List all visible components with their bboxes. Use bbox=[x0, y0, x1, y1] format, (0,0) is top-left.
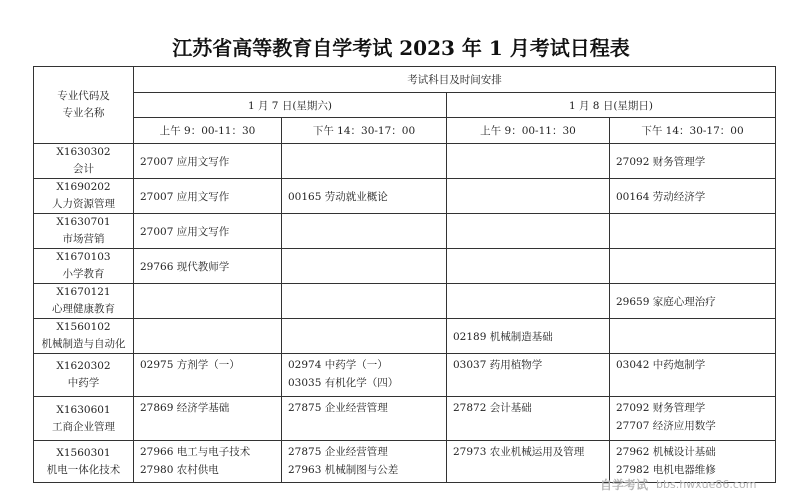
exam-cell bbox=[610, 144, 776, 179]
major-cell bbox=[34, 319, 134, 354]
major-cell bbox=[34, 214, 134, 249]
day-header: 1 月 7 日(星期六) bbox=[134, 93, 447, 118]
table-row bbox=[34, 144, 776, 179]
exam-subject: 03035 有机化学（四） bbox=[288, 377, 399, 389]
exam-cell bbox=[610, 319, 776, 354]
major-cell bbox=[34, 144, 134, 179]
major-code: X1620302 bbox=[56, 360, 111, 372]
exam-subject: 27963 机械制图与公差 bbox=[288, 464, 399, 476]
major-name: 人力资源管理 bbox=[52, 198, 115, 210]
major-name: 机械制造与自动化 bbox=[41, 338, 126, 350]
table-row bbox=[34, 249, 776, 284]
exam-cell bbox=[610, 214, 776, 249]
page-title: 江苏省高等教育自学考试 2023 年 1 月考试日程表 bbox=[172, 36, 630, 60]
exam-cell bbox=[282, 319, 447, 354]
table-row bbox=[34, 179, 776, 214]
exam-cell bbox=[447, 397, 610, 441]
exam-cell bbox=[610, 179, 776, 214]
watermark-url: bbs.hwxue86.com bbox=[656, 478, 757, 491]
exam-cell bbox=[447, 144, 610, 179]
major-header bbox=[34, 67, 134, 144]
exam-cell bbox=[282, 441, 447, 483]
table-row bbox=[34, 214, 776, 249]
major-cell bbox=[34, 284, 134, 319]
exam-subject: 27007 应用文写作 bbox=[140, 190, 230, 203]
table-row bbox=[34, 354, 776, 397]
major-cell bbox=[34, 441, 134, 483]
major-code: X1670121 bbox=[56, 286, 111, 298]
major-code: X1630302 bbox=[56, 146, 111, 158]
exam-subject: 27007 应用文写作 bbox=[140, 155, 230, 168]
exam-cell bbox=[610, 397, 776, 441]
exam-subject: 00165 劳动就业概论 bbox=[288, 190, 388, 203]
major-cell bbox=[34, 397, 134, 441]
exam-cell bbox=[282, 249, 447, 284]
major-code: X1630601 bbox=[56, 403, 111, 416]
major-cell bbox=[34, 249, 134, 284]
exam-subject: 02974 中药学（一） bbox=[288, 359, 388, 371]
session-header: 上午 9：00-11：30 bbox=[447, 118, 610, 144]
exam-cell bbox=[282, 214, 447, 249]
exam-schedule-table bbox=[33, 66, 776, 483]
exam-cell bbox=[134, 397, 282, 441]
exam-cell bbox=[447, 214, 610, 249]
exam-cell bbox=[610, 354, 776, 397]
exam-cell bbox=[134, 284, 282, 319]
exam-subject: 27092 财务管理学 bbox=[616, 402, 706, 414]
exam-cell bbox=[134, 354, 282, 397]
major-name: 工商企业管理 bbox=[52, 420, 115, 433]
exam-subject: 27875 企业经营管理 bbox=[288, 446, 388, 458]
major-name: 市场营销 bbox=[62, 233, 105, 245]
major-cell bbox=[34, 354, 134, 397]
exam-subject: 29659 家庭心理治疗 bbox=[616, 295, 716, 308]
exam-subject: 27982 电机电器维修 bbox=[616, 464, 716, 476]
exam-subject: 29766 现代教师学 bbox=[140, 260, 230, 273]
exam-cell bbox=[282, 179, 447, 214]
major-name: 小学教育 bbox=[62, 268, 105, 280]
exam-subject: 03042 中药炮制学 bbox=[616, 359, 706, 371]
exam-cell bbox=[282, 144, 447, 179]
exam-subject: 00164 劳动经济学 bbox=[616, 190, 706, 203]
exam-cell bbox=[134, 179, 282, 214]
exam-subject: 27962 机械设计基础 bbox=[616, 446, 716, 458]
major-code: X1630701 bbox=[56, 216, 111, 228]
exam-subject: 03037 药用植物学 bbox=[453, 359, 543, 371]
major-header-line1: 专业代码及 bbox=[57, 90, 110, 102]
exam-subject: 27875 企业经营管理 bbox=[288, 402, 388, 414]
exam-cell bbox=[447, 284, 610, 319]
exam-cell bbox=[134, 441, 282, 483]
major-cell bbox=[34, 179, 134, 214]
exam-cell bbox=[447, 179, 610, 214]
exam-cell bbox=[134, 249, 282, 284]
session-header: 下午 14：30-17：00 bbox=[610, 118, 776, 144]
schedule-header: 考试科目及时间安排 bbox=[134, 67, 776, 93]
session-header: 上午 9：00-11：30 bbox=[134, 118, 282, 144]
table-row bbox=[34, 284, 776, 319]
exam-cell bbox=[447, 441, 610, 483]
exam-subject: 27980 农村供电 bbox=[140, 464, 219, 476]
major-name: 心理健康教育 bbox=[52, 303, 115, 315]
major-code: X1690202 bbox=[56, 181, 111, 193]
exam-cell bbox=[610, 249, 776, 284]
exam-subject: 02975 方剂学（一） bbox=[140, 359, 240, 371]
table-row bbox=[34, 397, 776, 441]
exam-subject: 27966 电工与电子技术 bbox=[140, 446, 251, 458]
exam-cell bbox=[282, 397, 447, 441]
exam-cell bbox=[610, 284, 776, 319]
major-header-line2: 专业名称 bbox=[62, 107, 105, 119]
exam-subject: 27872 会计基础 bbox=[453, 402, 532, 414]
exam-subject: 27707 经济应用数学 bbox=[616, 420, 716, 432]
exam-cell bbox=[134, 214, 282, 249]
major-code: X1560102 bbox=[56, 321, 111, 333]
major-code: X1670103 bbox=[56, 251, 111, 263]
exam-cell bbox=[282, 284, 447, 319]
major-name: 机电一体化技术 bbox=[46, 463, 121, 476]
table-row bbox=[34, 319, 776, 354]
exam-cell bbox=[282, 354, 447, 397]
exam-subject: 02189 机械制造基础 bbox=[453, 330, 553, 343]
exam-cell bbox=[447, 319, 610, 354]
session-header: 下午 14：30-17：00 bbox=[282, 118, 447, 144]
exam-subject: 27007 应用文写作 bbox=[140, 225, 230, 238]
day-header: 1 月 8 日(星期日) bbox=[447, 93, 776, 118]
exam-cell bbox=[134, 144, 282, 179]
exam-subject: 27869 经济学基础 bbox=[140, 402, 230, 414]
exam-cell bbox=[447, 249, 610, 284]
exam-subject: 27973 农业机械运用及管理 bbox=[453, 446, 585, 458]
exam-cell bbox=[447, 354, 610, 397]
major-code: X1560301 bbox=[56, 446, 111, 459]
major-name: 会计 bbox=[73, 163, 94, 175]
major-name: 中药学 bbox=[67, 377, 100, 389]
exam-cell bbox=[134, 319, 282, 354]
watermark-logo: 自学考试 bbox=[600, 478, 649, 492]
watermark bbox=[600, 477, 800, 493]
exam-subject: 27092 财务管理学 bbox=[616, 155, 706, 168]
